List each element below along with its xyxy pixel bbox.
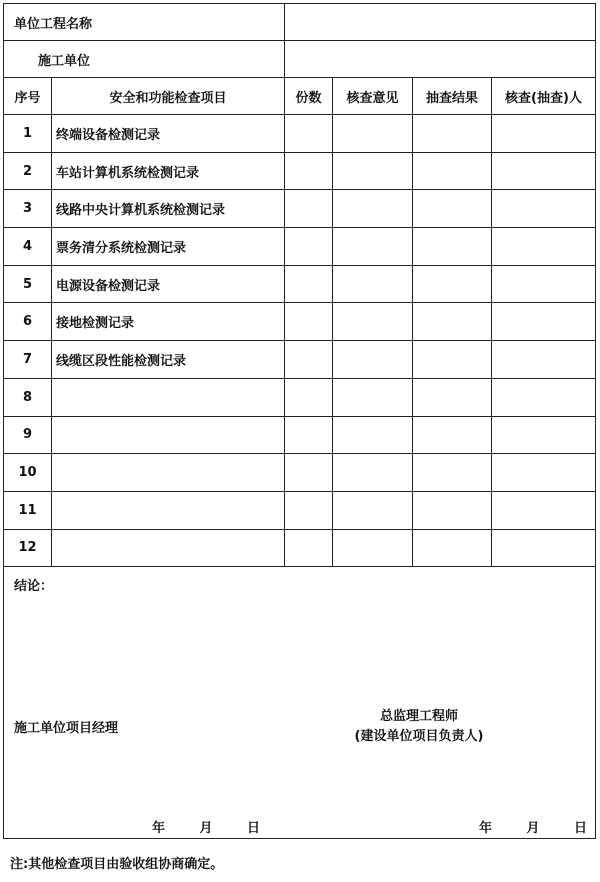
row-checker[interactable] [492,228,596,266]
row-copies[interactable] [285,491,333,529]
row-copies[interactable] [285,303,333,341]
row-checker[interactable] [492,529,596,567]
row-checker[interactable] [492,378,596,416]
row-item: 电源设备检测记录 [52,265,285,303]
row-copies[interactable] [285,190,333,228]
row-item [52,529,285,567]
row-copies[interactable] [285,265,333,303]
row-spot-check[interactable] [413,152,492,190]
table-row [4,454,596,492]
row-spot-check[interactable] [413,378,492,416]
row-copies[interactable] [285,152,333,190]
table-row [4,228,596,266]
column-header-row [4,78,596,115]
row-number: 12 [4,529,52,567]
row-opinion[interactable] [333,190,413,228]
row-number: 3 [4,190,52,228]
row-spot-check[interactable] [413,416,492,454]
row-number: 9 [4,416,52,454]
row-spot-check[interactable] [413,491,492,529]
row-copies[interactable] [285,378,333,416]
row-spot-check[interactable] [413,228,492,266]
row-spot-check[interactable] [413,454,492,492]
table-row [4,265,596,303]
row-number: 11 [4,491,52,529]
col-opinion: 核查意见 [333,78,413,115]
row-checker[interactable] [492,416,596,454]
row-opinion[interactable] [333,152,413,190]
row-checker[interactable] [492,115,596,153]
conclusion-row [4,567,596,839]
row-item: 车站计算机系统检测记录 [52,152,285,190]
row-number: 10 [4,454,52,492]
unit-project-row [4,4,596,41]
row-number: 6 [4,303,52,341]
row-checker[interactable] [492,491,596,529]
row-item [52,416,285,454]
row-checker[interactable] [492,152,596,190]
row-item: 票务清分系统检测记录 [52,228,285,266]
row-checker[interactable] [492,303,596,341]
row-number: 5 [4,265,52,303]
construction-unit-value[interactable] [285,41,596,78]
chief-line1: 总监理工程师 [379,709,458,725]
row-copies[interactable] [285,454,333,492]
row-number: 8 [4,378,52,416]
col-checker: 核查(抽查)人 [492,78,596,115]
row-number: 1 [4,115,52,153]
conclusion-cell [4,567,596,839]
col-seq: 序号 [4,78,52,115]
row-opinion[interactable] [333,303,413,341]
inspection-form [3,3,596,839]
row-spot-check[interactable] [413,265,492,303]
project-manager-label: 施工单位项目经理 [14,721,119,737]
row-spot-check[interactable] [413,303,492,341]
row-copies[interactable] [285,416,333,454]
col-item: 安全和功能检查项目 [52,78,285,115]
row-item: 终端设备检测记录 [52,115,285,153]
row-item: 线路中央计算机系统检测记录 [52,190,285,228]
row-number: 2 [4,152,52,190]
row-item [52,454,285,492]
chief-line2: (建设单位项目负责人) [354,729,484,745]
row-opinion[interactable] [333,491,413,529]
date-right: 年 月 日 [479,821,588,837]
row-opinion[interactable] [333,416,413,454]
row-copies[interactable] [285,228,333,266]
row-spot-check[interactable] [413,115,492,153]
chief-supervisor-label [324,707,514,747]
unit-project-value[interactable] [285,4,596,41]
row-item: 线缆区段性能检测记录 [52,341,285,379]
table-row [4,190,596,228]
row-item: 接地检测记录 [52,303,285,341]
row-item [52,378,285,416]
row-spot-check[interactable] [413,341,492,379]
row-opinion[interactable] [333,529,413,567]
table-row [4,529,596,567]
row-item [52,491,285,529]
conclusion-label: 结论： [14,579,54,595]
row-spot-check[interactable] [413,190,492,228]
row-spot-check[interactable] [413,529,492,567]
row-copies[interactable] [285,341,333,379]
table-row [4,303,596,341]
row-opinion[interactable] [333,341,413,379]
row-checker[interactable] [492,265,596,303]
row-checker[interactable] [492,341,596,379]
construction-unit-label: 施工单位 [4,41,285,78]
row-copies[interactable] [285,115,333,153]
table-row [4,115,596,153]
unit-project-label: 单位工程名称 [4,4,285,41]
table-row [4,491,596,529]
row-opinion[interactable] [333,115,413,153]
row-checker[interactable] [492,190,596,228]
construction-unit-row [4,41,596,78]
row-opinion[interactable] [333,454,413,492]
table-row [4,341,596,379]
row-copies[interactable] [285,529,333,567]
row-checker[interactable] [492,454,596,492]
date-left: 年 月 日 [152,821,261,837]
table-row [4,152,596,190]
row-number: 7 [4,341,52,379]
col-spot-check: 抽查结果 [413,78,492,115]
row-opinion[interactable] [333,265,413,303]
row-opinion[interactable] [333,378,413,416]
row-number: 4 [4,228,52,266]
table-row [4,416,596,454]
col-copies: 份数 [285,78,333,115]
row-opinion[interactable] [333,228,413,266]
footnote: 注:其他检查项目由验收组协商确定。 [10,857,224,872]
table-row [4,378,596,416]
